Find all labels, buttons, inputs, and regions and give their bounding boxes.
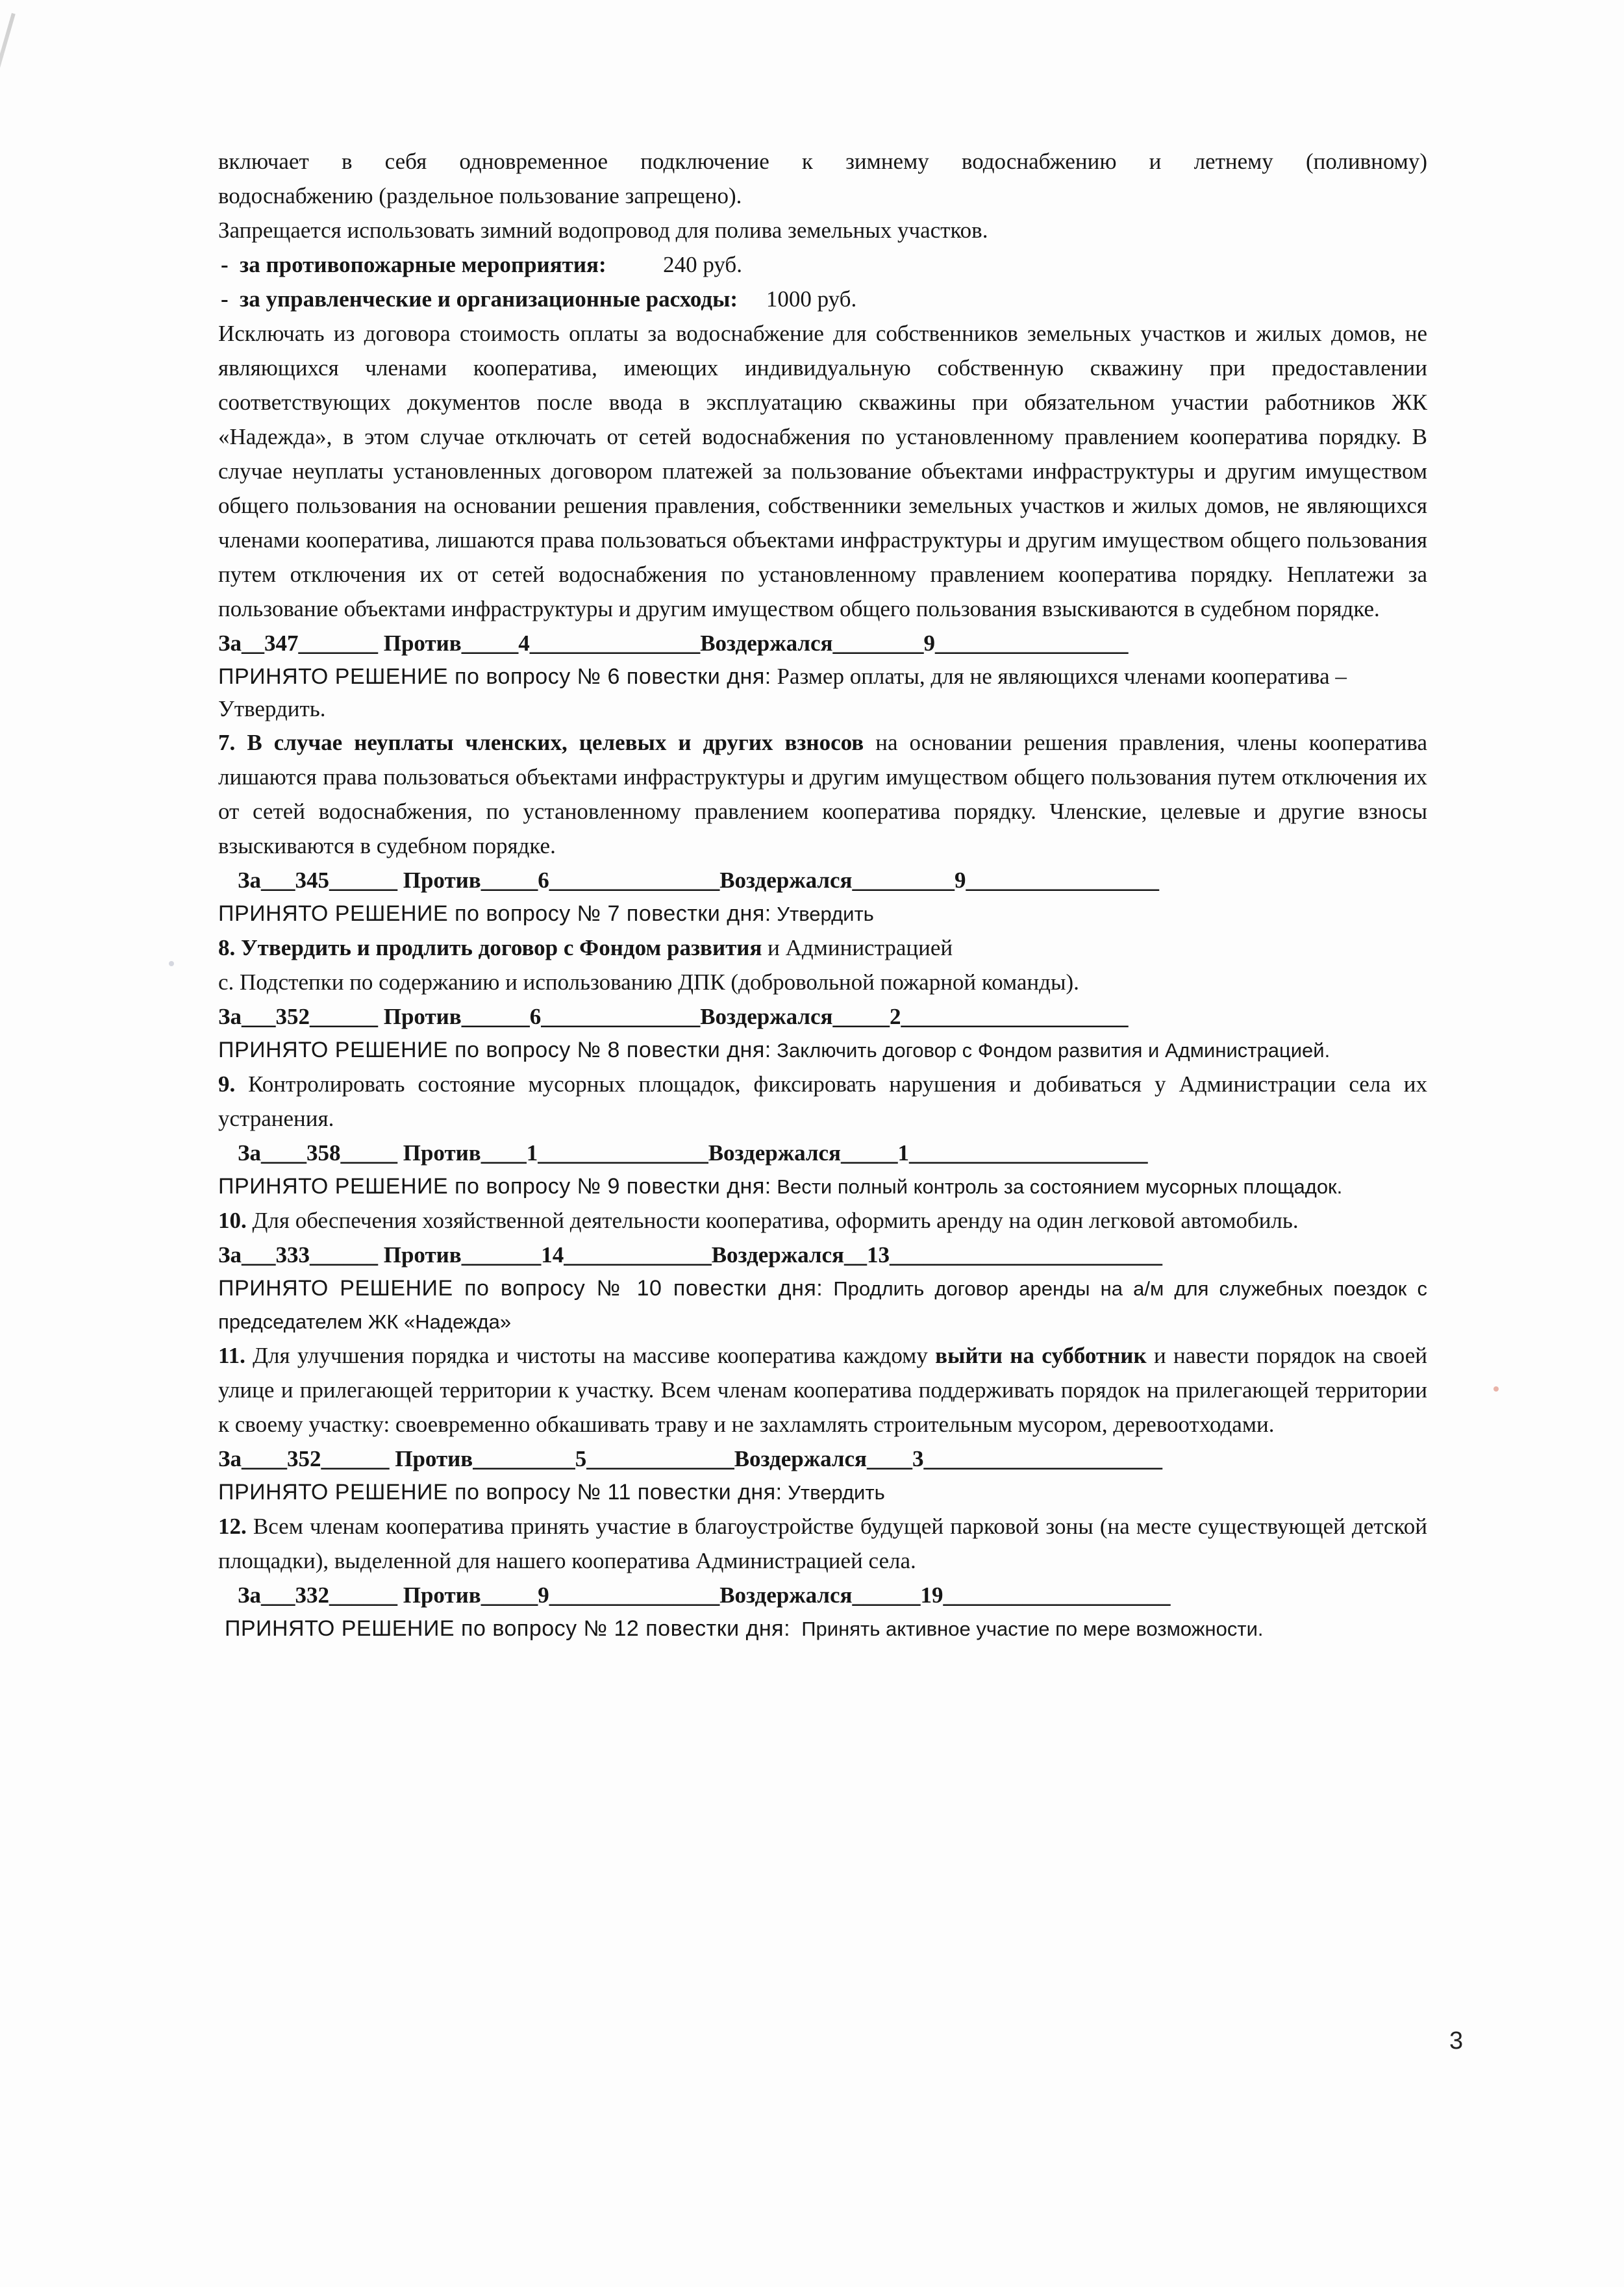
item-12-number: 12. [218, 1514, 247, 1539]
decision-11-caption: ПРИНЯТО РЕШЕНИЕ по вопросу № 11 повестки дня: [218, 1480, 782, 1505]
item-8 [218, 931, 1427, 965]
vote-line-7: За___345______ Против_____6_______________Воздержался_________9_________________ [238, 868, 1159, 893]
decision-11-text: Утвердить [782, 1481, 885, 1504]
decision-9 [218, 1170, 1427, 1203]
fee-management-line [218, 282, 1427, 316]
intro-line-2: водоснабжению (раздельное пользование запрещено). [218, 183, 742, 208]
item-7-bold-lead: В случае неуплаты членских, целевых и других взносов [247, 730, 864, 755]
item-7-number: 7. [218, 730, 236, 755]
vote-line-9: За____358_____ Против____1_______________Воздержался_____1_____________________ [238, 1140, 1148, 1166]
vote-line-11: За____352______ Против_________5_____________Воздержался____3_____________________ [218, 1446, 1162, 1471]
decision-9-caption: ПРИНЯТО РЕШЕНИЕ по вопросу № 9 повестки дня: [218, 1174, 771, 1199]
decision-6 [218, 660, 1427, 725]
item-11 [218, 1338, 1427, 1442]
decision-6-caption: ПРИНЯТО РЕШЕНИЕ по вопросу № 6 повестки дня: [218, 664, 771, 689]
decision-9-text: Вести полный контроль за состоянием мусорных площадок. [771, 1175, 1343, 1198]
item-10-number: 10. [218, 1208, 247, 1233]
decision-10-text: Продлить договор аренды на а/м для служебных поездок с председателем ЖК «Надежда» [218, 1277, 1427, 1333]
decision-8 [218, 1034, 1427, 1067]
item-9 [218, 1067, 1427, 1136]
item-11-bold-mid: выйти на субботник [935, 1343, 1147, 1368]
decision-7 [218, 897, 1427, 931]
decision-8-text: Заключить договор с Фондом развития и Администрацией. [771, 1039, 1330, 1062]
item-12-text: Всем членам кооператива принять участие в благоустройстве будущей парковой зоны (на месте существующей детской площадки), выделенной для нашего кооператива Администрацией села. [218, 1514, 1427, 1573]
item-8-line-2: с. Подстепки по содержанию и использованию ДПК (добровольной пожарной команды). [218, 969, 1079, 995]
decision-7-caption: ПРИНЯТО РЕШЕНИЕ по вопросу № 7 повестки дня: [218, 901, 771, 926]
item-7-text: на основании решения правления, члены кооператива лишаются права пользоваться объектами инфраструктуры и другим имуществом общего пользования путем отключения их от сетей водоснабжения, по установленному правлением кооператива порядку. Членские, целевые и другие взносы взыскиваются в судебном порядке. [218, 730, 1427, 858]
decision-12-caption: ПРИНЯТО РЕШЕНИЕ по вопросу № 12 повестки дня: [218, 1616, 791, 1641]
item-9-text: Контролировать состояние мусорных площадок, фиксировать нарушения и добиваться у Администрации села их устранения. [218, 1071, 1427, 1131]
item-8-text: и Администрацией [762, 935, 953, 960]
page-number: 3 [1449, 2027, 1464, 2055]
decision-12 [218, 1612, 1427, 1645]
item-7 [218, 725, 1427, 863]
item-11-text: и навести порядок на своей улице и прилегающей территории к участку. Всем членам кооператива поддерживать порядок на прилегающей территории к своему участку: своевременно обкашивать траву и не захламлять строительным мусором, деревоотходами. [218, 1343, 1427, 1437]
fee-management-amount: 1000 руб. [766, 286, 857, 312]
intro-line-1: включает в себя одновременное подключение к зимнему водоснабжению и летнему (поливному) [218, 149, 1427, 174]
item-10-text: Для обеспечения хозяйственной деятельности кооператива, оформить аренду на один легковой автомобиль. [246, 1208, 1299, 1233]
item-11-text-pre: Для улучшения порядка и чистоты на массиве кооператива каждому [245, 1343, 936, 1368]
decision-8-caption: ПРИНЯТО РЕШЕНИЕ по вопросу № 8 повестки дня: [218, 1038, 771, 1062]
decision-12-text: Принять активное участие по мере возможности. [790, 1618, 1264, 1640]
item-8-bold-lead: Утвердить и продлить договор с Фондом развития [241, 935, 762, 960]
vote-line-10: За___333______ Против_______14_____________Воздержался__13________________________ [218, 1242, 1162, 1268]
decision-11 [218, 1476, 1427, 1509]
fee-management-label: - за управленческие и организационные расходы: [221, 286, 738, 312]
decision-10 [218, 1272, 1427, 1338]
decision-10-caption: ПРИНЯТО РЕШЕНИЕ по вопросу № 10 повестки дня: [218, 1276, 823, 1301]
item-12 [218, 1509, 1427, 1578]
paragraph-non-members-payment: Исключать из договора стоимость оплаты за водоснабжение для собственников земельных участков и жилых домов, не являющихся членами кооператива, имеющих индивидуальную собственную скважину при предоставлении соответствующих документов после ввода в эксплуатацию скважины при обязательном участии работников ЖК «Надежда», в этом случае отключать от сетей водоснабжения по установленному правлением кооператива порядку. В случае неуплаты установленных договором платежей за пользование объектами инфраструктуры и другим имуществом общего пользования на основании решения правления, собственники земельных участков и жилых домов, не являющихся членами кооператива, лишаются права пользоваться объектами инфраструктуры и другим имуществом общего пользования путем отключения их от сетей водоснабжения по установленному правлением кооператива порядку. Неплатежи за пользование объектами инфраструктуры и другим имуществом общего пользования взыскиваются в судебном порядке. [218, 321, 1427, 621]
scan-speck [1493, 1386, 1499, 1392]
decision-6-text: Размер оплаты, для не являющихся членами кооператива – Утвердить. [218, 664, 1347, 721]
intro-line-3: Запрещается использовать зимний водопровод для полива земельных участков. [218, 218, 988, 243]
item-10 [218, 1203, 1427, 1238]
item-9-number: 9. [218, 1071, 236, 1097]
item-8-number: 8. [218, 935, 236, 960]
scan-speck [169, 961, 174, 966]
vote-line-8: За___352______ Против______6______________Воздержался_____2____________________ [218, 1004, 1129, 1029]
item-11-number: 11. [218, 1343, 245, 1368]
vote-line-6: За__347_______ Против_____4_______________Воздержался________9_________________ [218, 631, 1129, 656]
document-body [218, 144, 1427, 1645]
fee-fire-label: - за противопожарные мероприятия: [221, 252, 606, 277]
vote-line-12: За___332______ Против_____9_______________Воздержался______19____________________ [238, 1582, 1171, 1608]
fee-fire-amount: 240 руб. [663, 252, 742, 277]
scan-shadow-edge [0, 13, 16, 239]
decision-7-text: Утвердить [771, 903, 874, 925]
fee-fire-line [218, 247, 1427, 282]
